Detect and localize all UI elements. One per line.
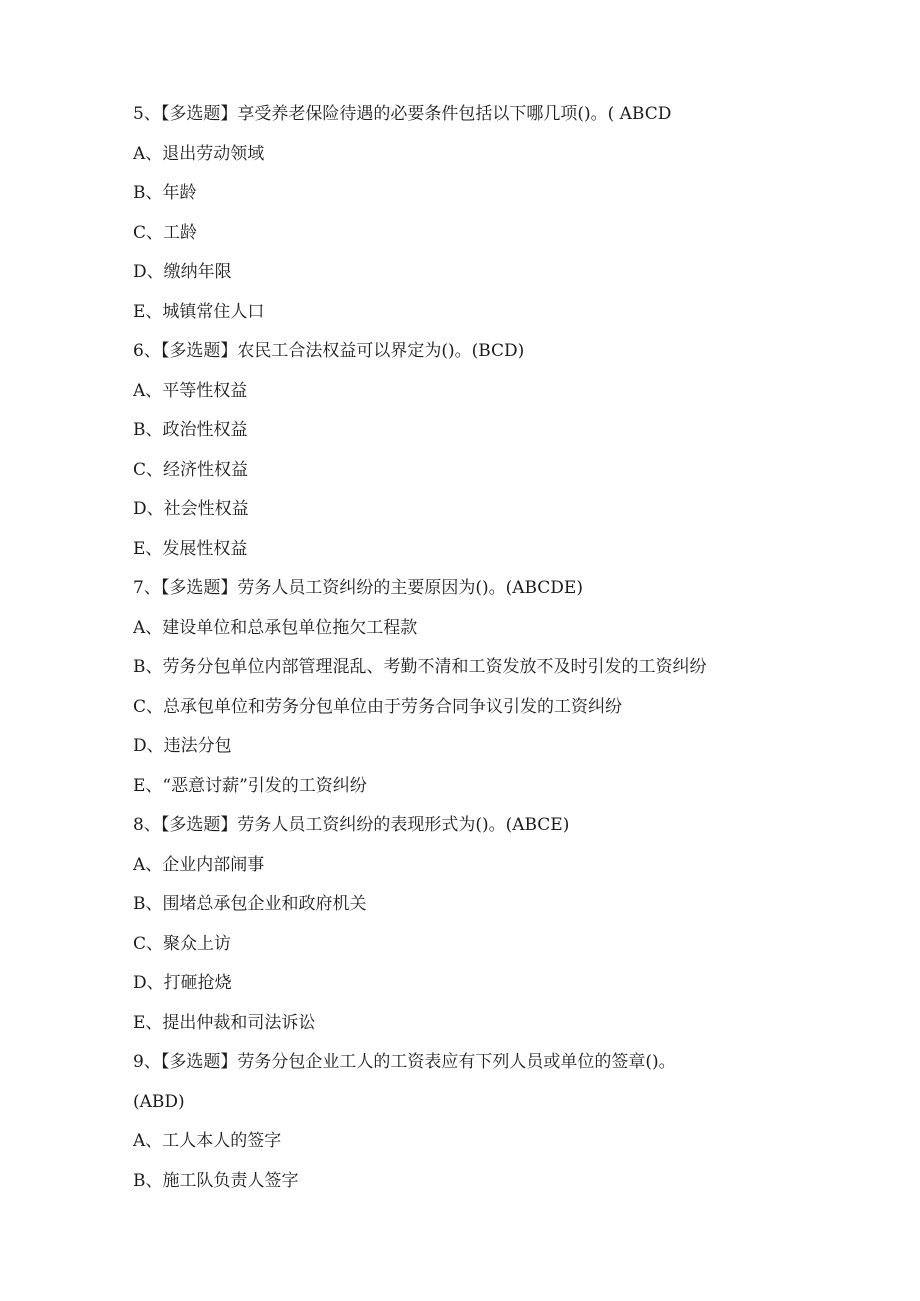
question-8-option-e: E、提出仲裁和司法诉讼 (133, 1012, 316, 1033)
question-8-stem: 8、【多选题】劳务人员工资纠纷的表现形式为()。(ABCE) (133, 815, 570, 835)
question-8-option-a: A、企业内部闹事 (133, 854, 265, 875)
question-5-stem: 5、【多选题】享受养老保险待遇的必要条件包括以下哪几项()。( ABCD (133, 104, 672, 124)
question-7-option-d: D、违法分包 (133, 736, 232, 756)
question-7-option-b: B、劳务分包单位内部管理混乱、考勤不清和工资发放不及时引发的工资纠纷 (133, 657, 707, 677)
question-6-option-a: A、平等性权益 (133, 380, 248, 401)
question-5-option-e: E、城镇常住人口 (133, 301, 265, 322)
question-6-option-e: E、发展性权益 (133, 538, 248, 559)
question-7-option-c: C、总承包单位和劳务分包单位由于劳务合同争议引发的工资纠纷 (133, 696, 623, 717)
question-8-option-b: B、围堵总承包企业和政府机关 (133, 894, 367, 914)
question-6-option-b: B、政治性权益 (133, 420, 248, 440)
question-7-option-e: E、“恶意讨薪”引发的工资纠纷 (133, 775, 367, 796)
question-6-option-c: C、经济性权益 (133, 459, 249, 480)
question-8-option-d: D、打砸抢烧 (133, 973, 232, 993)
question-6-option-d: D、社会性权益 (133, 499, 249, 519)
question-5-option-c: C、工龄 (133, 222, 198, 243)
question-8-option-c: C、聚众上访 (133, 933, 232, 954)
question-9-option-a: A、工人本人的签字 (133, 1131, 282, 1151)
question-6-stem: 6、【多选题】农民工合法权益可以界定为()。(BCD) (133, 341, 525, 361)
question-5-option-d: D、缴纳年限 (133, 262, 232, 282)
question-9-stem: 9、【多选题】劳务分包企业工人的工资表应有下列人员或单位的签章()。 (133, 1052, 676, 1072)
question-7-stem: 7、【多选题】劳务人员工资纠纷的主要原因为()。(ABCDE) (133, 578, 583, 598)
question-9-option-b: B、施工队负责人签字 (133, 1170, 299, 1191)
question-list (133, 98, 873, 1204)
question-9-answer: (ABD) (133, 1091, 185, 1112)
question-7-option-a: A、建设单位和总承包单位拖欠工程款 (133, 617, 418, 638)
question-5-option-b: B、年龄 (133, 183, 197, 203)
question-5-option-a: A、退出劳动领域 (133, 143, 265, 164)
